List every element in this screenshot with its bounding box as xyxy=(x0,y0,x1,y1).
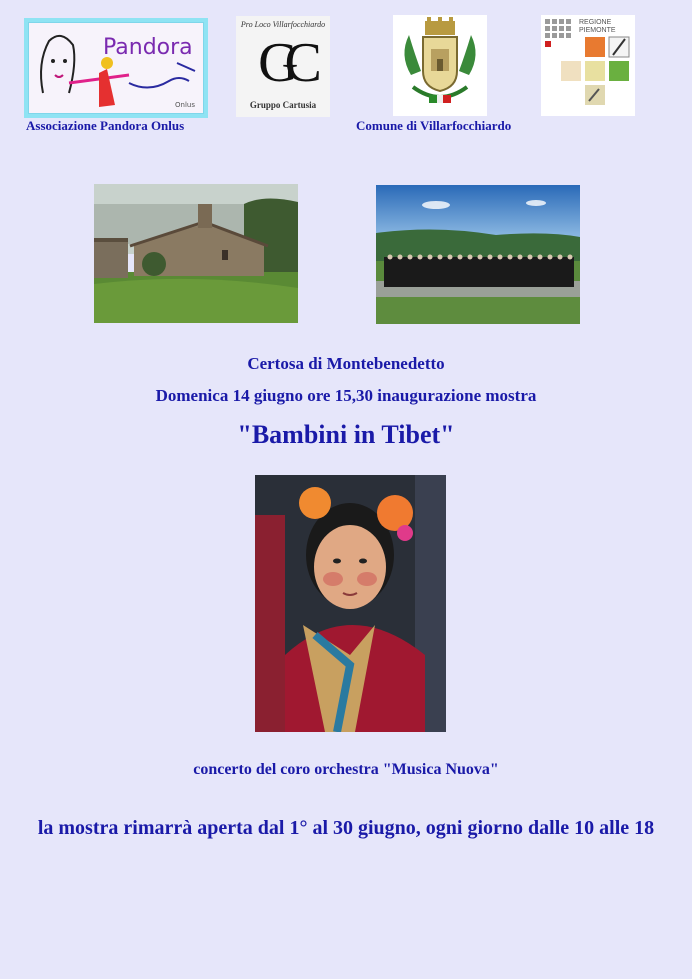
gc-logo-bottom: Gruppo Cartusia xyxy=(249,100,317,110)
event-place: Certosa di Montebenedetto xyxy=(247,354,445,373)
pandora-logo-text: Pandora xyxy=(103,35,193,60)
tibetan-child-photo xyxy=(255,475,446,732)
event-date: Domenica 14 giugno ore 15,30 inaugurazione mostra xyxy=(155,386,537,405)
exhibition-title: "Bambini in Tibet" xyxy=(237,420,455,449)
regione-piemonte-logo xyxy=(541,15,635,116)
orchestra-photo xyxy=(376,185,580,324)
exhibition-hours: la mostra rimarrà aperta dal 1° al 30 giugno, ogni giorno dalle 10 alle 18 xyxy=(37,817,655,839)
regione-logo-line2: PIEMONTE xyxy=(579,27,616,34)
regione-logo-text xyxy=(579,19,616,35)
pandora-logo xyxy=(24,18,208,118)
gc-logo-letters: GC xyxy=(258,32,308,94)
comune-logo xyxy=(393,15,487,116)
certosa-photo xyxy=(94,184,298,323)
gruppo-cartusia-logo xyxy=(236,16,330,117)
gc-logo-top: Pro Loco Villarfocchiardo xyxy=(240,20,326,29)
pandora-logo-small: Onlus xyxy=(175,101,195,109)
regione-logo-line1: REGIONE xyxy=(579,19,612,26)
concert-info: concerto del coro orchestra "Musica Nuova" xyxy=(193,761,499,778)
caption-comune: Comune di Villarfocchiardo xyxy=(356,118,512,133)
coat-of-arms-icon xyxy=(393,15,487,116)
caption-pandora: Associazione Pandora Onlus xyxy=(26,118,185,133)
